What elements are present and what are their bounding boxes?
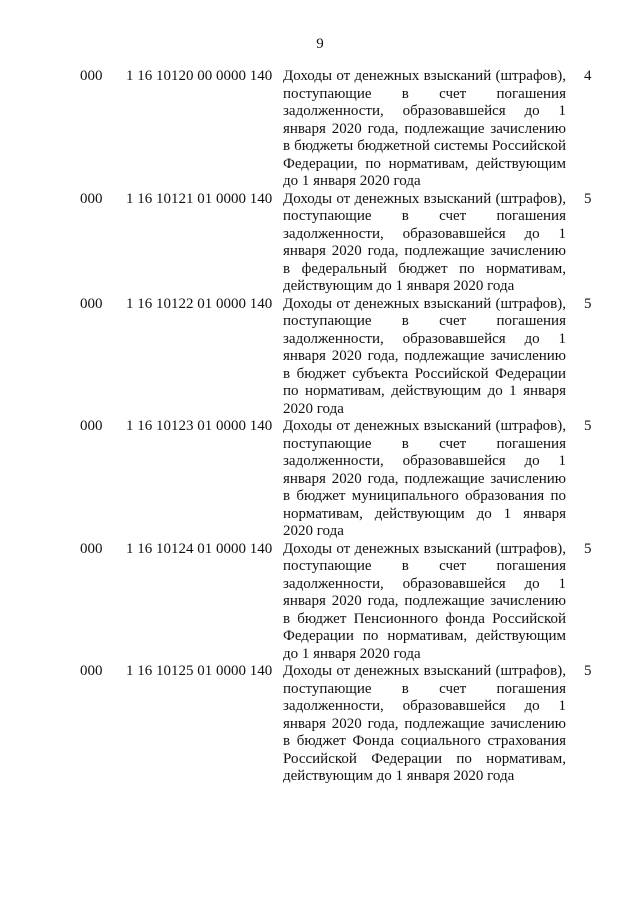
page-number: 9: [316, 36, 324, 52]
table-row: [0, 68, 640, 191]
budget-classification-code: 1 16 10124 01 0000 140: [126, 540, 273, 557]
norm-value: 5: [584, 418, 592, 434]
norm-value: 5: [584, 295, 592, 312]
norm-value: 5: [584, 540, 592, 557]
income-description: Доходы от денежных взысканий (штрафов), поступающие в счет погашения задолженности, образовавшейся до 1 января 2020 года, подлежащие зачислению в федеральный бюджет по нормативам, действующим до 1 января 2020 года: [283, 190, 566, 294]
norm-value: 5: [584, 190, 592, 207]
income-description: Доходы от денежных взысканий (штрафов), поступающие в счет погашения задолженности, образовавшейся до 1 января 2020 года, подлежащие зачислению в бюджеты бюджетной системы Российской Федерации, по нормативам, действующим до 1 января 2020 года: [283, 68, 566, 189]
budget-classification-code: 1 16 10125 01 0000 140: [126, 663, 273, 679]
table-row: [0, 296, 640, 419]
income-code-table: [0, 68, 640, 786]
income-description: Доходы от денежных взысканий (штрафов), поступающие в счет погашения задолженности, образовавшейся до 1 января 2020 года, подлежащие зачислению в бюджет Пенсионного фонда Российской Федерации по нормативам, действующим до 1 января 2020 года: [283, 540, 566, 662]
income-description: Доходы от денежных взысканий (штрафов), поступающие в счет погашения задолженности, образовавшейся до 1 января 2020 года, подлежащие зачислению в бюджет Фонда социального страхования Российской Федерации по нормативам, действующим до 1 января 2020 года: [283, 663, 566, 784]
table-row: [0, 541, 640, 664]
admin-code: 000: [80, 190, 103, 207]
budget-classification-code: 1 16 10122 01 0000 140: [126, 295, 273, 312]
admin-code: 000: [80, 663, 103, 679]
budget-classification-code: 1 16 10121 01 0000 140: [126, 190, 273, 207]
table-row: [0, 191, 640, 296]
income-description: Доходы от денежных взысканий (штрафов), поступающие в счет погашения задолженности, образовавшейся до 1 января 2020 года, подлежащие зачислению в бюджет муниципального образования по нормативам, действующим до 1 января 2020 года: [283, 418, 566, 539]
admin-code: 000: [80, 418, 103, 434]
table-row: [0, 418, 640, 541]
admin-code: 000: [80, 540, 103, 557]
table-row: [0, 663, 640, 786]
admin-code: 000: [80, 68, 103, 84]
budget-classification-code: 1 16 10120 00 0000 140: [126, 68, 273, 84]
norm-value: 5: [584, 663, 592, 679]
budget-classification-code: 1 16 10123 01 0000 140: [126, 418, 273, 434]
norm-value: 4: [584, 68, 592, 84]
admin-code: 000: [80, 295, 103, 312]
income-description: Доходы от денежных взысканий (штрафов), поступающие в счет погашения задолженности, образовавшейся до 1 января 2020 года, подлежащие зачислению в бюджет субъекта Российской Федерации по нормативам, действующим до 1 января 2020 года: [283, 295, 566, 417]
